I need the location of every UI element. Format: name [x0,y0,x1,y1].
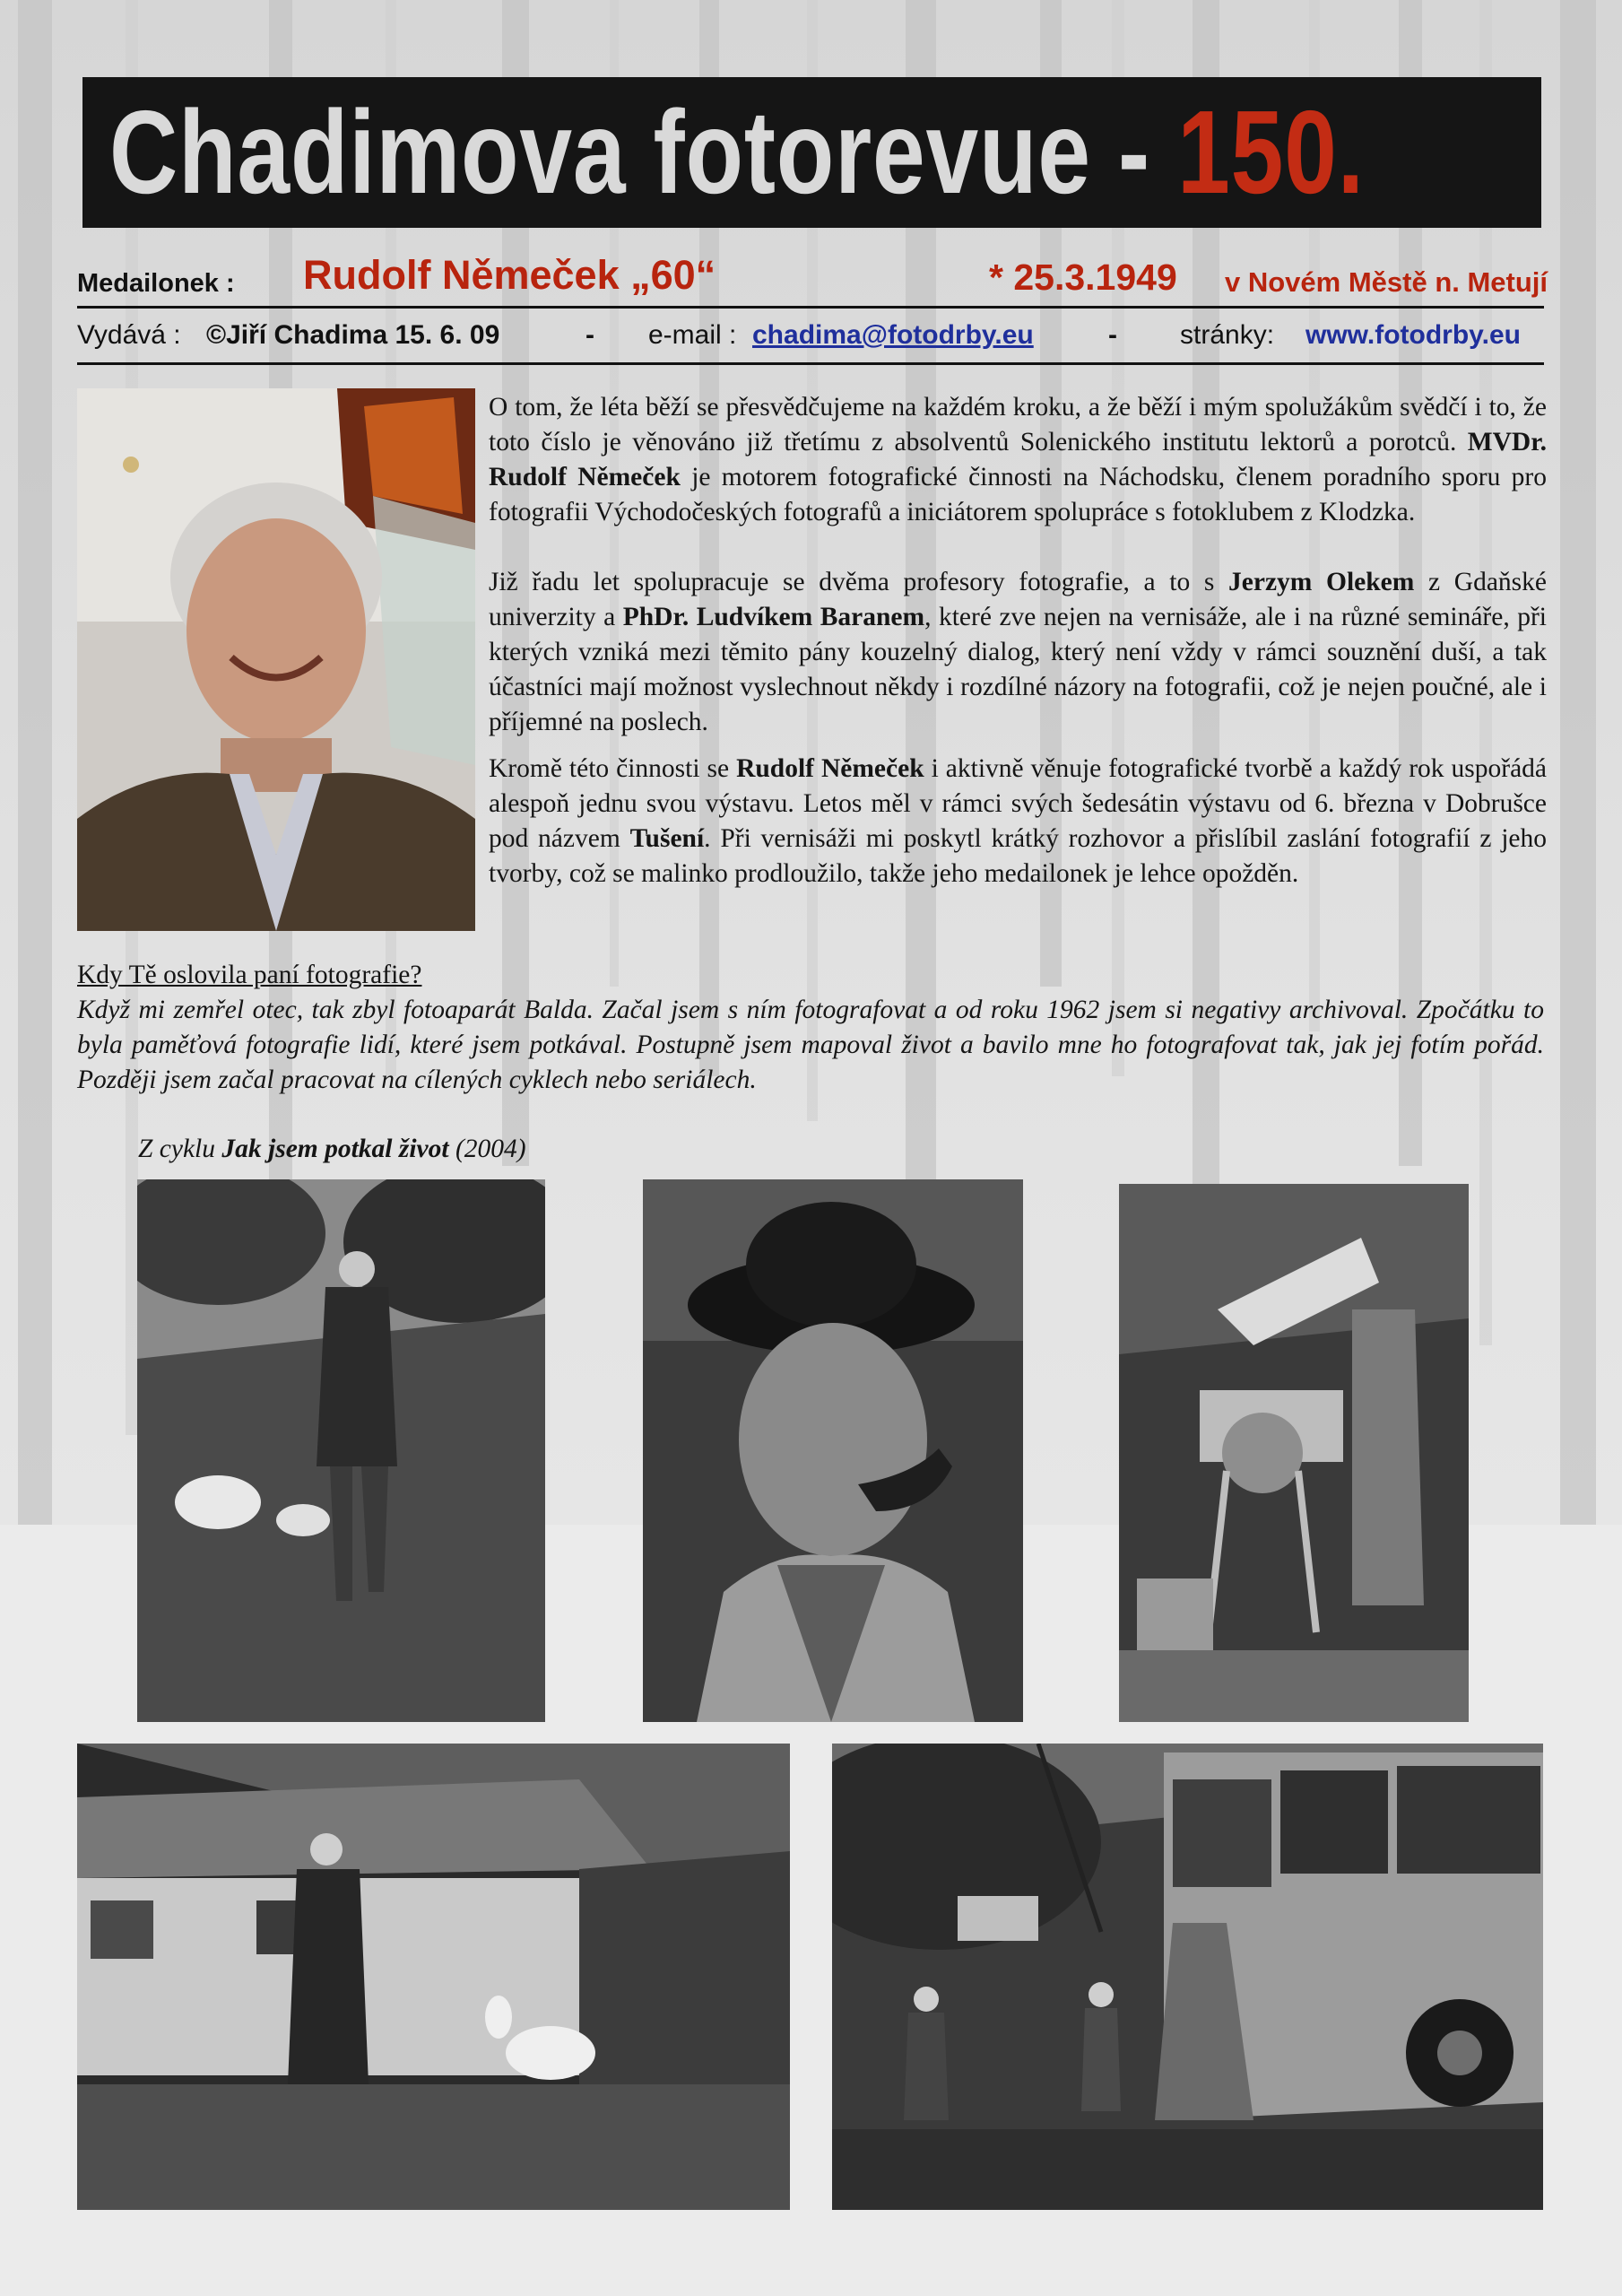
separator: - [1108,320,1117,350]
birth-date: * 25.3.1949 [989,257,1177,298]
text-run: z Gdaňské univerzity a [489,568,1547,631]
text-run: O tom, že léta běží se přesvědčujeme na každém kroku, a že běží i mým spolužákům svědčí i to, že toto číslo je věnováno již třetímu z absolventů Solenického institutu lektorů a porotců. [489,393,1547,457]
exhibition-paragraph [489,752,1547,891]
medailonek-row [77,252,1548,304]
divider-rule [77,306,1544,309]
email-label: e-mail : [648,320,737,350]
photo-grain-machine [1119,1184,1469,1722]
text-run: Již řadu let spolupracuje se dvěma profesory fotografie, a to s [489,568,1229,596]
publisher-credit: ©Jiří Chadima 15. 6. 09 [206,320,500,350]
collaboration-paragraph [489,565,1547,740]
photo-man-with-pipe [643,1179,1023,1722]
caption-series-title: Jak jsem potkal život [221,1135,449,1163]
intro-paragraph [489,390,1547,530]
publisher-row [77,317,1544,356]
text-run: je motorem fotografické činnosti na Náchodsku, členem poradního sporu pro fotografii Východočeských fotografů a iniciátorem spolupráce s fotoklubem z Klodzka. [489,463,1547,526]
masthead-title [109,83,1365,222]
email-link[interactable]: chadima@fotodrby.eu [752,320,1034,350]
text-run: , které zve nejen na vernisáže, ale i na různé semináře, při kterých vzniká mezi těmito pány kouzelný dialog, který není vždy v rámci souznění duší, a tak účastníci mají možnost vyslechnout někdy i rozdílné názory na fotografii, což je nejen poučné, ale i příjemné na poslech. [489,603,1547,736]
website-link[interactable]: www.fotodrby.eu [1305,320,1521,350]
photo-man-with-goat [77,1744,790,2210]
bold-name: PhDr. Ludvíkem Baranem [622,603,925,631]
bold-name: Jerzym Olekem [1228,568,1415,596]
masthead-title-text: Chadimova fotorevue - [109,86,1178,218]
photo-woman-with-broom [832,1744,1543,2210]
website-label: stránky: [1180,320,1275,350]
subject-name: Rudolf Němeček „60“ [303,252,716,298]
issue-number: 150. [1177,86,1365,218]
caption-prefix: Z cyklu [138,1135,222,1163]
birth-place: v Novém Městě n. Metují [1225,266,1548,298]
interview-answer: Když mi zemřel otec, tak zbyl fotoaparát Balda. Začal jsem s ním fotografovat a od roku 1962 jsem si negativy archivoval. Zpočátku to byla paměťová fotografie lidí, které jsem potkával. Postupně jsem mapoval život a bavilo mne ho fotografovat tak, jak jej fotím pořád. Později jsem začal pracovat na cílených cyklech nebo seriálech. [77,996,1544,1094]
series-caption [138,1132,526,1166]
bold-exhibition-title: Tušení [629,824,705,853]
bold-name: MVDr. Rudolf Němeček [489,428,1547,491]
publisher-label: Vydává : [77,320,181,350]
caption-year: (2004) [448,1135,526,1163]
divider-rule [77,362,1544,365]
interview-question: Kdy Tě oslovila paní fotografie? [77,961,422,989]
portrait-photo [77,388,475,931]
masthead-banner [82,77,1541,228]
separator: - [585,320,594,350]
medailonek-label: Medailonek : [77,269,235,298]
text-run: . Při vernisáži mi poskytl krátký rozhovor a přislíbil zaslání fotografií z jeho tvorby, což se malinko prodloužilo, takže jeho medailonek je lehce opožděn. [489,824,1547,888]
text-run: Kromě této činnosti se [489,754,737,783]
photo-man-with-dogs [137,1179,545,1722]
text-run: i aktivně věnuje fotografické tvorbě a každý rok uspořádá alespoň jednu svou výstavu. Letos měl v rámci svých šedesátin výstavu od 6. března v Dobrušce pod názvem [489,754,1548,853]
bold-name: Rudolf Němeček [736,754,924,783]
